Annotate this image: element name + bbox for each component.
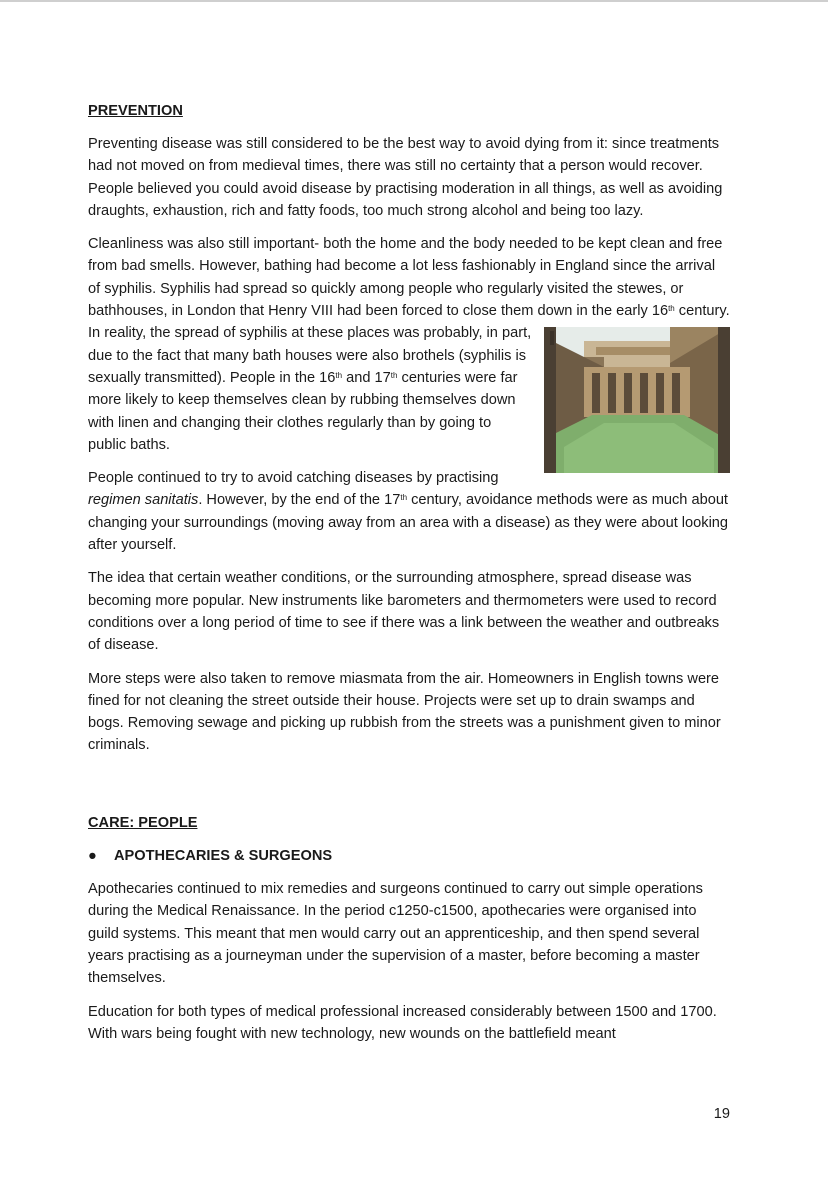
paragraph-regimen — [88, 467, 730, 556]
document-page — [88, 100, 730, 1045]
bullet-label: APOTHECARIES & SURGEONS — [114, 847, 333, 864]
regimen-text-part: People continued to try to avoid catching diseases by practising — [88, 470, 499, 487]
regimen-term: regimen sanitatis — [88, 492, 199, 509]
cleanliness-text-part-2: century. In reality, the spread of syphilis at these places was probably, in part, due to the fact that many bath houses were also brothels (syphilis is sexually transmitted). People in the 16 — [88, 303, 730, 386]
paragraph-apothecaries: Apothecaries continued to mix remedies and surgeons continued to carry out simple operations during the Medical Renaissance. In the period c1250-c1500, apothecaries were organised into guild systems. This meant that men would carry out an apprenticeship, and then spend several years practising as a journeyman under the supervision of a master, before becoming a master themselves. — [88, 881, 703, 987]
cleanliness-sup-1: th — [668, 304, 675, 314]
section-heading-prevention: PREVENTION — [88, 103, 183, 119]
roman-bath-illustration — [544, 327, 730, 473]
bullet-apothecaries-surgeons — [88, 845, 730, 867]
page-number: 19 — [713, 1106, 730, 1122]
top-border — [0, 0, 828, 2]
roman-bath-photo — [544, 327, 730, 473]
regimen-sup: th — [400, 493, 408, 503]
section-heading-care-people: CARE: PEOPLE — [88, 814, 198, 831]
paragraph-cleanliness — [88, 233, 730, 456]
paragraph-weather: The idea that certain weather conditions, or the surrounding atmosphere, spread disease was becoming more popular. New instruments like barometers and thermometers were used to record conditions over a long period of time to see if there was a link between the weather and outbreaks of disease. — [88, 570, 720, 654]
regimen-text-part-3: century, avoidance methods were as much about changing your surroundings (moving away from an area with a disease) as they were about looking after yourself. — [88, 492, 729, 554]
bullet-icon: ● — [88, 847, 97, 864]
cleanliness-sup-3: th — [390, 370, 398, 380]
cleanliness-text-part-4: centuries were far more likely to keep themselves clean by rubbing themselves down with linen and changing their clothes regularly than by going to public baths. — [88, 369, 518, 453]
paragraph-education: Education for both types of medical professional increased considerably between 1500 and 1700. With wars being fought with new technology, new wounds on the battlefield meant — [88, 1003, 717, 1042]
cleanliness-sup-2: th — [335, 370, 343, 380]
paragraph-miasmata: More steps were also taken to remove miasmata from the air. Homeowners in English towns were fined for not cleaning the street outside their house. Projects were set up to drain swamps and bogs. Removing sewage and picking up rubbish from the streets was a punishment given to minor criminals. — [88, 670, 721, 754]
paragraph-prevention-intro: Preventing disease was still considered to be the best way to avoid dying from it: since treatments had not moved on from medieval times, there was still no certainty that a person would recover. People believed you could avoid disease by practising moderation in all things, as well as avoiding draughts, exhaustion, rich and fatty foods, too much strong alcohol and being too lazy. — [88, 136, 723, 219]
regimen-text-part-2: . However, by the end of the 17 — [198, 492, 401, 509]
cleanliness-text-part: Cleanliness was also still important- both the home and the body needed to be kept clean and free from bad smells. However, bathing had become a lot less fashionably in England since the arrival of syphilis. Syphilis had spread so quickly among people who regularly visited the stewes, or bathhouses, in London that Henry VIII had been forced to close them down in the early 16 — [88, 236, 723, 320]
cleanliness-text-part-3: and 17 — [342, 369, 391, 386]
